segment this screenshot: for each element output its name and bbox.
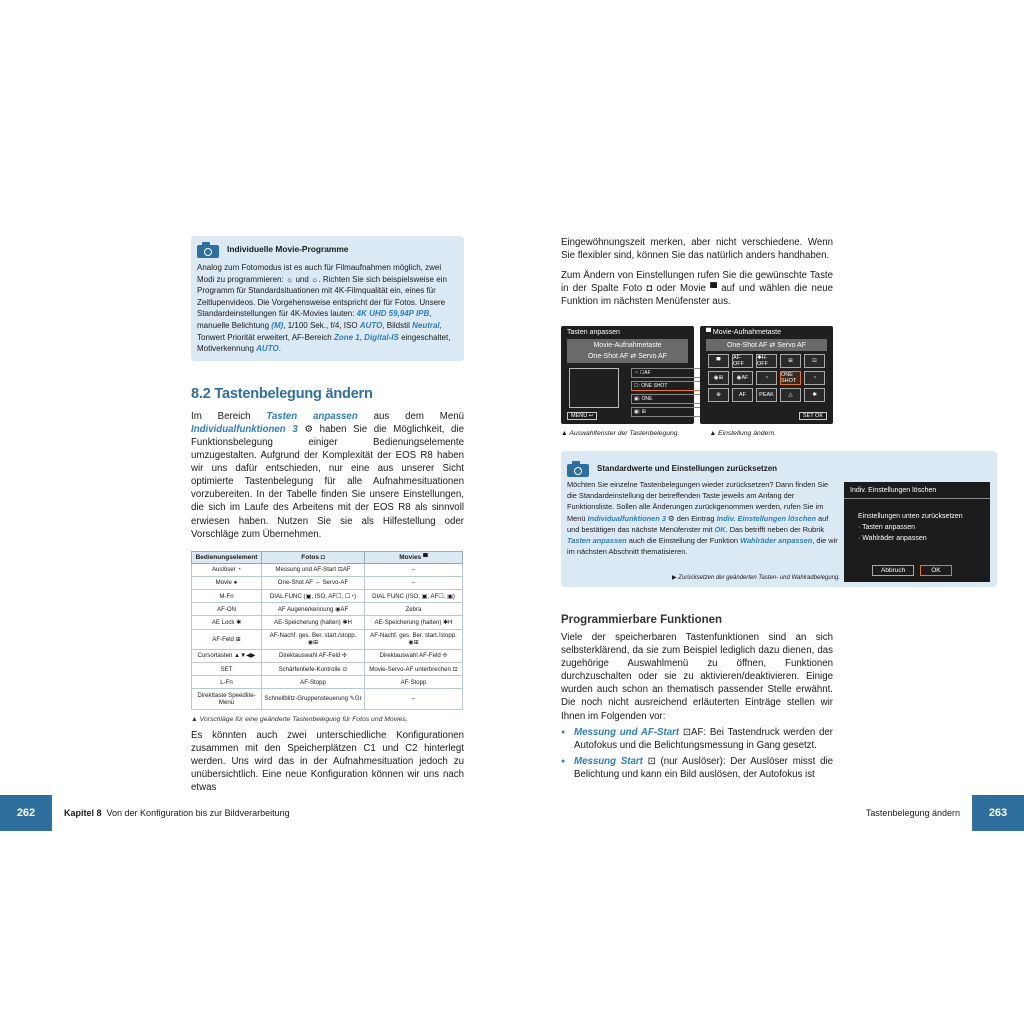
screen-button-customize (561, 326, 694, 424)
table-cell: AF-Nachf. ges. Ber. start./stopp. ◉⊞ (262, 629, 365, 649)
dialog-line: · Wahlräder anpassen (858, 535, 927, 542)
table-row (192, 663, 463, 676)
table-header-row (192, 551, 463, 563)
info-box-movie-programs (191, 236, 464, 361)
table-cell: Direkttaste Speedlite-Menü (192, 689, 262, 709)
table-row (192, 616, 463, 629)
list-item: ▣: ⊞ (631, 407, 701, 417)
list-item: ● Messung Start ⊡ (nur Auslöser): Der Auslöser misst die Belichtung und kann ein Bild auslösen, der Autofokus ist (561, 755, 833, 781)
reset-caption: ▶ Zurücksetzen der geänderten Tasten- und Wahlradbelegung. (672, 575, 841, 581)
reset-dialog-screen (844, 482, 990, 582)
function-cell: AF-OFF (732, 354, 753, 368)
list-item: ▣: ONE (631, 394, 701, 404)
table-cell: – (365, 576, 463, 589)
list-item: ● Messung und AF-Start ⊡AF: Bei Tastendruck werden der Autofokus und die Belichtungsmessung in Gang gesetzt. (561, 726, 833, 752)
screen-selection-bar: One-Shot AF ⇄ Servo AF (706, 339, 827, 351)
config-paragraph: Es könnten auch zwei unterschiedliche Konfigurationen zusammen mit den Speicherplätzen C1 und C2 hinterlegt werden. Uns wird das in der Aufnahmesituation jedoch zu unübersichtlich. Eine neue Konfiguration können wir uns nach etwas (191, 729, 464, 793)
info-box-title: Standardwerte und Einstellungen zurücksetzen (597, 464, 778, 474)
table-cell: Direktauswahl AF-Feld ✢ (262, 649, 365, 662)
table-cell: One-Shot AF ↔ Servo-AF (262, 576, 365, 589)
sub-title: Programmierbare Funktionen (561, 614, 723, 626)
function-cell: ⊞ (780, 354, 801, 368)
page-number-left: 262 (0, 795, 52, 831)
table-row (192, 563, 463, 576)
screen-function-select (700, 326, 833, 424)
table-cell: AF-Stopp (262, 676, 365, 689)
dialog-line: · Tasten anpassen (858, 524, 916, 531)
table-row (192, 649, 463, 662)
screen-title: Tasten anpassen (567, 329, 620, 337)
camera-icon (567, 461, 589, 477)
function-cell: PEAK (756, 388, 777, 402)
menu-button: MENU ↩ (567, 412, 597, 420)
info-box-body: Analog zum Fotomodus ist es auch für Filmaufnahmen möglich, zwei Modi zu programmieren: ☼ und ☼. Richten Sie sich beispielsweise ein Programm für Standardsituationen mit 4K-Filmqualität ein, eines für Zeitlupenvideos. Die Vorgehensweise entspricht der für Fotos. Unsere Standardeinstellungen für 4K-Movies lauten: 4K UHD 59,94P IPB, manuelle Belichtung (M), 1/100 Sek., f/4, ISO AUTO, Bildstil Neutral, Tonwert Priorität erweitert, AF-Bereich Zone 1, Digital-IS eingeschaltet, Motiverkennung AUTO. (197, 263, 451, 354)
info-box-body: Möchten Sie einzelne Tastenbelegungen wieder zurücksetzen? Dann finden Sie die Standardeinstellung der betreffenden Taste jeweils am Anfang der Funktionsliste. Sollen alle Änderungen zurückgenommen werden, rufen Sie im Menü Individualfunktionen 3 ⚙ den Eintrag Indiv. Einstellungen löschen auf und bestätigen das nächste Menüfenster mit OK. Das betrifft neben der Rubrik Tasten anpassen auch die Einstellung der Funktion Wahlräder anpassen, die wir im nächsten Abschnitt thematisieren. (567, 480, 838, 557)
table-cell: AE-Speicherung (halten) ✱H (262, 616, 365, 629)
button-config-table (191, 551, 463, 710)
page-number-right: 263 (972, 795, 1024, 831)
table-cell: – (365, 689, 463, 709)
table-cell: Direktauswahl AF-Feld ✢ (365, 649, 463, 662)
table-row (192, 629, 463, 649)
table-row (192, 590, 463, 603)
table-cell: SET (192, 663, 262, 676)
assignment-list (631, 368, 701, 420)
camera-screens (561, 326, 833, 424)
screen-selection-bar: Movie-Aufnahmetaste One-Shot AF ⇄ Servo AF (567, 339, 688, 363)
table-row (192, 603, 463, 616)
table-cell: – (365, 563, 463, 576)
table-cell: Schärfentiefe-Kontrolle ⊙ (262, 663, 365, 676)
function-cell: ✱H-OFF (756, 354, 777, 368)
table-cell: AF-Feld ⊞ (192, 629, 262, 649)
table-row (192, 576, 463, 589)
function-cell: ◔ (756, 371, 777, 385)
intro-paragraph: Im Bereich Tasten anpassen aus dem Menü Individualfunktionen 3 ⚙ haben Sie die Möglichkeit, die Funktionsbelegung einiger Bedienungselemente umzugestalten. Aufgrund der Komplexität der EOS R8 haben wir uns dafür entschieden, nur eine aus unserer Sicht optimierte Tastenbelegung für alle Aufnahmesituationen vorzubereiten. In der Tabelle finden Sie unsere Einstellungen, die sich im Laufe des Arbeitens mit der EOS R8 als sinnvoll erwiesen haben. Nutzen Sie sie als Hilfestellung oder Vorschläge zum Übernehmen. (191, 410, 465, 540)
table-cell: L-Fn (192, 676, 262, 689)
ok-button: SET OK (799, 412, 827, 420)
ok-button: OK (920, 565, 951, 576)
table-cell: Auslöser ◔ (192, 563, 262, 576)
list-item: ◔: ☐AF (631, 368, 701, 378)
function-cell: ◉⊞ (708, 371, 729, 385)
function-cell: ⊕ (708, 388, 729, 402)
section-title: 8.2 Tastenbelegung ändern (191, 385, 373, 402)
screen-caption-1: ▲ Auswahlfenster der Tastenbelegung. (561, 430, 680, 438)
right-column-lower (561, 592, 833, 781)
chapter-label: Kapitel 8 (64, 808, 102, 818)
camera-icon (197, 242, 219, 258)
right-paragraph-2: Zum Ändern von Einstellungen rufen Sie die gewünschte Taste in der Spalte Foto ◘ oder Movie ▀ auf und wählen die neue Funktion im nächsten Menüfenster aus. (561, 270, 833, 308)
function-cell: ◉AF (732, 371, 753, 385)
functions-paragraph: Viele der speicherbaren Tastenfunktionen sind an sich selbsterklärend, da sie zum Beispiel lediglich dazu dienen, das zugehörige Auswahlmenü zu öffnen, Funktionen durchzuschalten oder sie zu aktivieren/deaktivieren. Einige wurden auch schon an thematisch passender Stelle erwähnt. Die noch nicht ausreichend erläuterten Einträge stellen wir Ihnen im Folgenden vor: (561, 632, 833, 722)
table-row (192, 689, 463, 709)
table-header: Fotos ◘ (262, 551, 365, 563)
table-cell: AF-Stopp (365, 676, 463, 689)
table-header: Movies ▀ (365, 551, 463, 563)
table-caption: ▲ Vorschläge für eine geänderte Tastenbelegung für Fotos und Movies. (191, 715, 408, 723)
camera-diagram-icon (569, 368, 619, 408)
dialog-title: Indiv. Einstellungen löschen (844, 482, 990, 499)
list-item: ☐: ONE SHOT (631, 381, 701, 391)
table-cell: Schnellblitz-Gruppensteuerung ✎Gr (262, 689, 365, 709)
screen-caption-2: ▲ Einstellung ändern. (709, 430, 777, 438)
function-cell: ✱ (804, 388, 825, 402)
table-cell: Cursortasten ▲▼◀▶ (192, 649, 262, 662)
function-cell: ◔ (804, 371, 825, 385)
function-cell: ▀ (708, 354, 729, 368)
right-column (561, 236, 833, 437)
function-list (561, 726, 833, 781)
chapter-title: Von der Konfiguration bis zur Bildverarbeitung (106, 808, 290, 818)
table-row (192, 676, 463, 689)
left-column (191, 236, 464, 794)
info-box-title: Individuelle Movie-Programme (227, 244, 349, 255)
table-cell: M-Fn (192, 590, 262, 603)
function-cell: △ (780, 388, 801, 402)
function-cell: ONE SHOT (780, 371, 801, 385)
function-cell: AF (732, 388, 753, 402)
right-paragraph-1: Eingewöhnungszeit merken, aber nicht verschiedene. Wenn Sie flexibler sind, können Sie das natürlich anders handhaben. (561, 237, 833, 262)
table-cell: Movie ● (192, 576, 262, 589)
table-header: Bedienungselement (192, 551, 262, 563)
table-cell: Zebra (365, 603, 463, 616)
section-footer: Tastenbelegung ändern (865, 808, 960, 818)
dialog-line: Einstellungen unten zurücksetzen (858, 513, 963, 520)
cancel-button: Abbruch (872, 565, 914, 576)
function-cell: ⊡ (804, 354, 825, 368)
table-cell: AF-ON (192, 603, 262, 616)
table-cell: Messung und AF-Start ⊡AF (262, 563, 365, 576)
table-cell: DIAL FUNC (▣, ISO, AF☐, ☐◔) (262, 590, 365, 603)
table-cell: Movie-Servo-AF unterbrechen ⊡ (365, 663, 463, 676)
table-cell: AF Augenerkennung ◉AF (262, 603, 365, 616)
function-grid (708, 354, 825, 402)
table-cell: DIAL FUNC (ISO, ▣, AF☐, ▣) (365, 590, 463, 603)
screen-title: ▀ Movie-Aufnahmetaste (706, 329, 781, 337)
table-cell: AE-Speicherung (halten) ✱H (365, 616, 463, 629)
table-cell: AF-Nachf. ges. Ber. start./stopp. ◉⊞ (365, 629, 463, 649)
chapter-footer (64, 795, 290, 831)
table-cell: AE Lock ✱ (192, 616, 262, 629)
